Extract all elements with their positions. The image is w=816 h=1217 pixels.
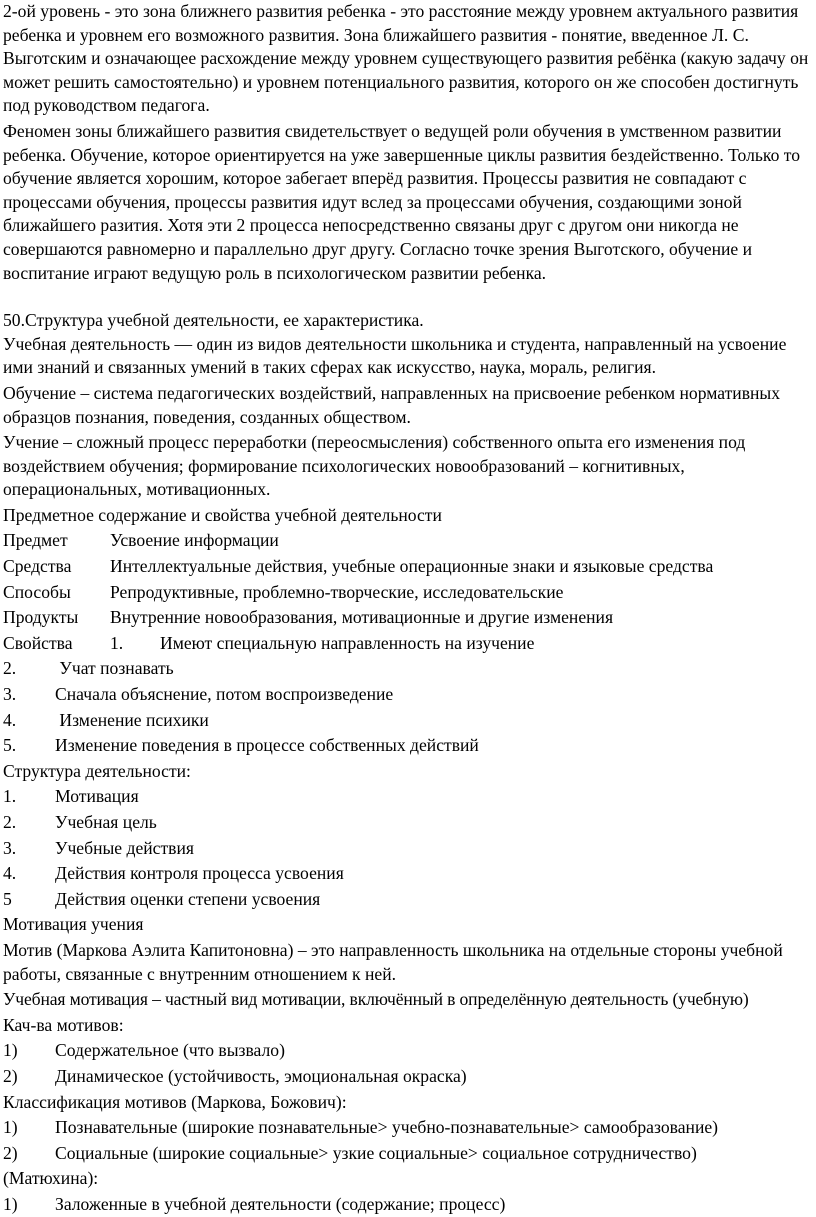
- list-number: 5: [3, 888, 12, 909]
- list-item: [3, 657, 816, 681]
- paragraph-zone-definition: 2-ой уровень - это зона ближнего развития ребенка - это расстояние между уровнем актуального развития ребенка и уровнем его возможного развития. Зона ближайшего развития - понятие, введенное Л. С. Выготским и означающее расхождение между уровнем существующего развития ребёнка (какую задачу он может решить самостоятельно) и уровнем потенциального развития, которого он же способен достигнуть под руководством педагога.: [3, 1, 809, 116]
- list-item: [3, 709, 816, 733]
- list-item: [3, 734, 816, 758]
- table-row: [3, 529, 816, 553]
- list-item: [3, 837, 816, 861]
- list-number: 3.: [3, 684, 17, 705]
- list-number: 3.: [3, 837, 17, 858]
- row-key: Предмет: [3, 530, 68, 551]
- properties-title: Предметное содержание и свойства учебной деятельности: [3, 504, 442, 525]
- table-row: [3, 555, 816, 579]
- list-number: 1): [3, 1040, 18, 1061]
- list-item: [3, 1039, 816, 1063]
- definition-teaching: Обучение – система педагогических воздействий, направленных на присвоение ребенком нормативных образцов познания, поведения, созданных обществом.: [3, 382, 781, 427]
- paragraph-zone-phenomenon: Феномен зоны ближайшего развития свидетельствует о ведущей роли обучения в умственном развитии ребенка. Обучение, которое ориентируется на уже завершенные циклы развития бездейственно. Только то обучение является хорошим, которое забегает вперёд развития. Процессы развития не совпадают с процессами обучения, процессы развития идут вслед за процессами обучения, создающими зоной ближайшего разития. Хотя эти 2 процесса непосредственно связаны друг с другом они никогда не совершаются равномерно и параллельно друг другу. Согласно точке зрения Выготского, обучение и воспитание играют ведущую роль в психологическом развитии ребенка.: [3, 120, 801, 283]
- motive-definition: Мотив (Маркова Аэлита Капитоновна) – это направленность школьника на отдельные стороны учебной работы, связанные с внутренним отношением к ней.: [3, 939, 783, 984]
- list-item: [3, 1116, 816, 1140]
- list-number: 2.: [3, 658, 17, 679]
- row-value: Усвоение информации: [110, 530, 279, 551]
- list-number: 1): [3, 1193, 18, 1214]
- list-item: [3, 683, 816, 707]
- list-number: 4.: [3, 709, 17, 730]
- list-number: 2): [3, 1065, 18, 1086]
- list-number: 2.: [3, 812, 17, 832]
- structure-list: [3, 785, 816, 911]
- list-number: 1.: [3, 786, 17, 807]
- row-key: Способы: [3, 581, 71, 602]
- list-item: [3, 811, 816, 835]
- list-text: Учебные действия: [55, 837, 194, 858]
- table-row: [3, 606, 816, 630]
- definition-learning: Учение – сложный процесс переработки (переосмысления) собственного опыта его изменения под воздействием обучения; формирование психологических новообразований – когнитивных, операциональных, мотивационных.: [3, 432, 746, 500]
- row-value: Интеллектуальные действия, учебные операционные знаки и языковые средства: [110, 556, 714, 577]
- list-item: [3, 888, 816, 912]
- section-title: 50.Структура учебной деятельности, ее характеристика.: [3, 310, 424, 331]
- properties-table: [3, 529, 816, 655]
- qualities-title: Кач-ва мотивов:: [3, 1014, 124, 1035]
- list-item: [3, 1142, 816, 1166]
- list-number: 2): [3, 1142, 18, 1163]
- motivation-title: Мотивация учения: [3, 914, 144, 935]
- list-number: 4.: [3, 863, 17, 884]
- row-key: Продукты: [3, 607, 79, 628]
- list-text: Познавательные (широкие познавательные> учебно-познавательные> самообразование): [55, 1117, 719, 1138]
- row-key: Свойства: [3, 632, 73, 653]
- list-number: 1): [3, 1117, 18, 1138]
- list-text: Учебная цель: [55, 812, 157, 832]
- list-text: Учат познавать: [55, 658, 174, 679]
- list-number: 1.: [110, 632, 124, 653]
- row-value: Внутренние новообразования, мотивационные и другие изменения: [110, 607, 614, 628]
- qualities-list: [3, 1039, 816, 1088]
- definition-learning-activity: Учебная деятельность — один из видов деятельности школьника и студента, направленный на усвоение ими знаний и связанных умений в таких сферах как искусство, наука, мораль, религия.: [3, 333, 787, 378]
- list-text: Изменение поведения в процессе собственных действий: [55, 735, 479, 756]
- structure-title: Структура деятельности:: [3, 760, 191, 781]
- list-number: 5.: [3, 735, 17, 756]
- list-text: Действия контроля процесса усвоения: [55, 863, 344, 884]
- list-item: [3, 862, 816, 886]
- list-text: Динамическое (устойчивость, эмоциональная окраска): [55, 1065, 467, 1086]
- list-item: [3, 1065, 816, 1089]
- list-text: Действия оценки степени усвоения: [55, 888, 321, 909]
- matyukhina-title: (Матюхина):: [3, 1168, 99, 1189]
- list-text: Социальные (широкие социальные> узкие социальные> социальное сотрудничество): [55, 1142, 697, 1163]
- properties-list: [3, 657, 816, 757]
- list-text: Заложенные в учебной деятельности (содержание; процесс): [55, 1193, 506, 1214]
- row-value: Репродуктивные, проблемно-творческие, исследовательские: [110, 581, 564, 602]
- list-item: [3, 1193, 816, 1217]
- table-row: [3, 581, 816, 605]
- blank-line: [3, 285, 816, 309]
- table-row: [3, 632, 816, 656]
- list-text: Имеют специальную направленность на изучение: [160, 632, 535, 653]
- list-text: Мотивация: [55, 786, 139, 807]
- list-text: Содержательное (что вызвало): [55, 1040, 285, 1061]
- matyukhina-list: [3, 1193, 816, 1217]
- list-item: [3, 785, 816, 809]
- learning-motivation-definition: Учебная мотивация – частный вид мотивации, включённый в определённую деятельность (учебную): [3, 989, 749, 1010]
- classification-title: Классификация мотивов (Маркова, Божович):: [3, 1091, 347, 1112]
- row-value: [110, 632, 816, 656]
- list-text: Изменение психики: [55, 709, 209, 730]
- classification-list: [3, 1116, 816, 1165]
- list-text: Сначала объяснение, потом воспроизведение: [55, 684, 394, 705]
- row-key: Средства: [3, 556, 72, 577]
